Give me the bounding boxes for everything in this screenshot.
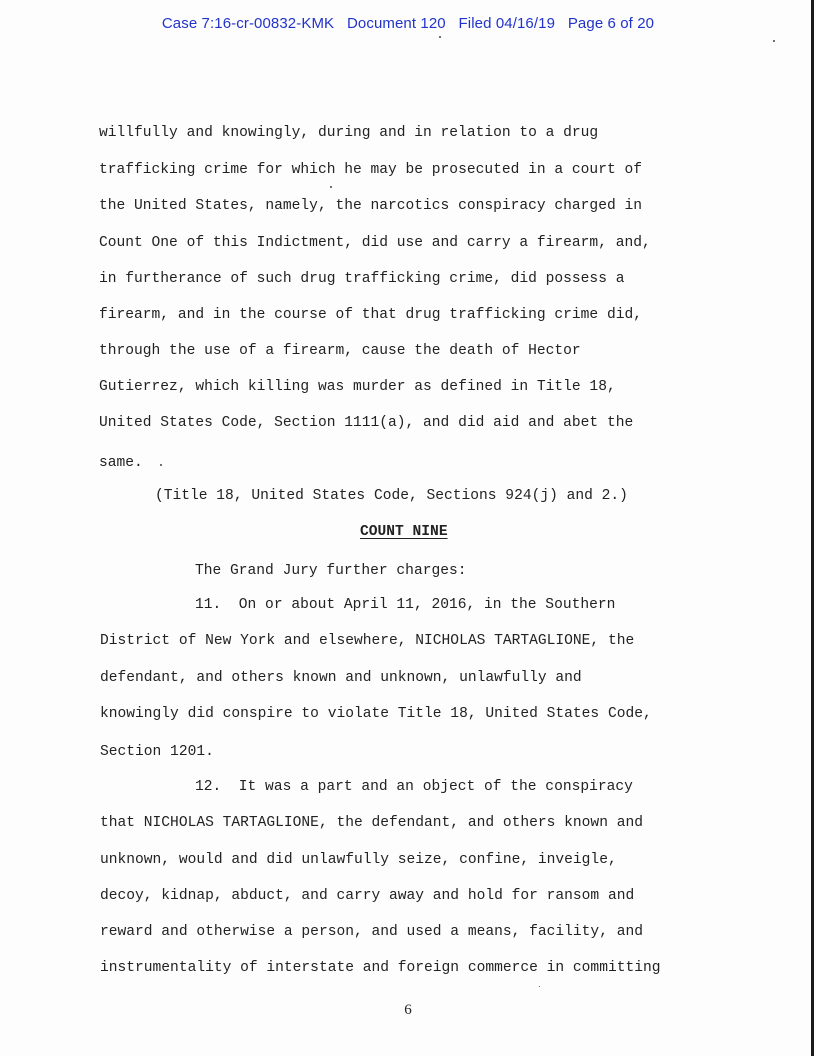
page-edge-border [811, 0, 814, 1056]
statute-citation: (Title 18, United States Code, Sections 924(j) and 2.) [155, 488, 628, 504]
body-line: District of New York and elsewhere, NICHOLAS TARTAGLIONE, the [100, 633, 635, 649]
body-line: decoy, kidnap, abduct, and carry away and hold for ransom and [100, 888, 635, 904]
case-number: Case 7:16-cr-00832-KMK [161, 15, 335, 32]
case-header [0, 15, 816, 32]
body-line: Section 1201. [100, 744, 214, 760]
count-heading: COUNT NINE [360, 524, 448, 540]
page-of: Page 6 of 20 [567, 15, 655, 32]
body-line: United States Code, Section 1111(a), and did aid and abet the [99, 415, 634, 431]
body-line: the United States, namely, the narcotics conspiracy charged in [99, 198, 642, 214]
body-line: Count One of this Indictment, did use and carry a firearm, and, [99, 235, 651, 251]
document-number: Document 120 [346, 15, 446, 32]
charges-intro: The Grand Jury further charges: [195, 563, 467, 579]
scan-speck [539, 986, 540, 987]
page-number: 6 [404, 1002, 412, 1018]
scan-speck [330, 186, 332, 188]
body-line: 11. On or about April 11, 2016, in the Southern [195, 597, 616, 613]
scan-speck [773, 40, 775, 42]
body-line: unknown, would and did unlawfully seize, confine, inveigle, [100, 852, 617, 868]
body-line: in furtherance of such drug trafficking crime, did possess a [99, 271, 625, 287]
scan-speck [439, 36, 441, 38]
body-line: knowingly did conspire to violate Title 18, United States Code, [100, 706, 652, 722]
body-line: through the use of a firearm, cause the death of Hector [99, 343, 581, 359]
scan-speck [160, 464, 162, 466]
body-line: willfully and knowingly, during and in relation to a drug [99, 125, 599, 141]
body-line: that NICHOLAS TARTAGLIONE, the defendant, and others known and [100, 815, 643, 831]
body-line: defendant, and others known and unknown, unlawfully and [100, 670, 582, 686]
body-line: trafficking crime for which he may be prosecuted in a court of [99, 162, 642, 178]
body-line: instrumentality of interstate and foreign commerce in committing [100, 960, 661, 976]
body-line: 12. It was a part and an object of the conspiracy [195, 779, 633, 795]
body-line: firearm, and in the course of that drug trafficking crime did, [99, 307, 642, 323]
body-line: Gutierrez, which killing was murder as defined in Title 18, [99, 379, 616, 395]
body-line: same. [99, 455, 143, 471]
filed-date: Filed 04/16/19 [458, 15, 556, 32]
body-line: reward and otherwise a person, and used a means, facility, and [100, 924, 643, 940]
